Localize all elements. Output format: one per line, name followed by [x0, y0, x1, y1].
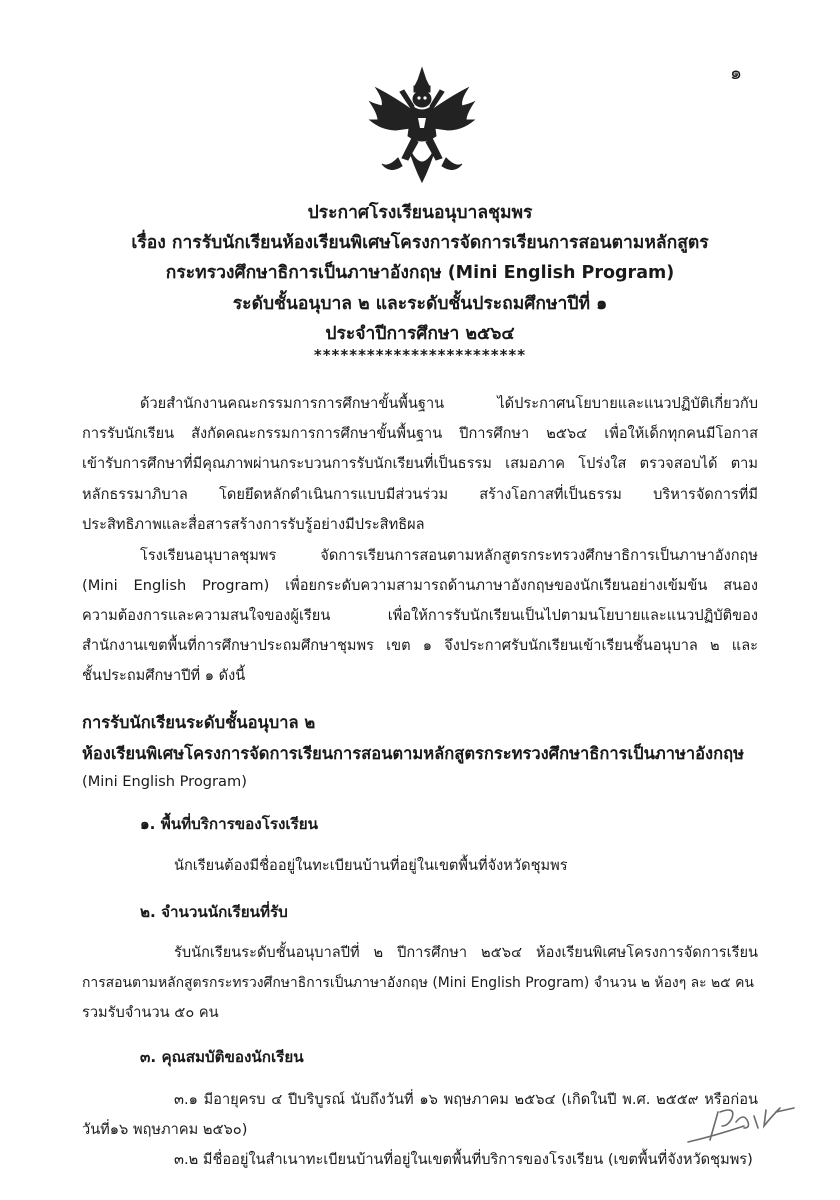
intro-p1-line2: การรับนักเรียน สังกัดคณะกรรมการการศึกษาขั้นพื้นฐาน ปีการศึกษา ๒๕๖๔ เพื่อให้เด็กทุกคนมีโอกาส [82, 425, 758, 442]
item3-heading: ๓. คุณสมบัติของนักเรียน [140, 1048, 304, 1066]
page-number: ๑ [729, 62, 742, 84]
section-subtitle-2: (Mini English Program) [82, 773, 247, 790]
intro-p1-line3: เข้ารับการศึกษาที่มีคุณภาพผ่านกระบวนการรับนักเรียนที่เป็นธรรม เสมอภาค โปร่งใส ตรวจสอบได้ ตาม [82, 455, 758, 472]
section-subtitle: ห้องเรียนพิเศษโครงการจัดการเรียนการสอนตามหลักสูตรกระทรวงศึกษาธิการเป็นภาษาอังกฤษ [82, 744, 744, 763]
item1-text: นักเรียนต้องมีชื่ออยู่ในทะเบียนบ้านที่อยู่ในเขตพื้นที่จังหวัดชุมพร [174, 857, 568, 874]
intro-p1-line5: ประสิทธิภาพและสื่อสารสร้างการรับรู้อย่างมีประสิทธิผล [82, 516, 425, 533]
garuda-emblem-icon [368, 66, 476, 184]
subject-line-2: กระทรวงศึกษาธิการเป็นภาษาอังกฤษ (Mini English Program) [165, 263, 675, 283]
intro-p2-line4: สำนักงานเขตพื้นที่การศึกษาประถมศึกษาชุมพร เขต ๑ จึงประกาศรับนักเรียนเข้าเรียนชั้นอนุบาล ๒ และ [82, 637, 758, 654]
signature-initials [684, 1082, 804, 1148]
announcement-title: ประกาศโรงเรียนอนุบาลชุมพร [307, 203, 533, 223]
intro-p2-line5: ชั้นประถมศึกษาปีที่ ๑ ดังนี้ [82, 667, 246, 684]
item3-line2: วันที่๑๖ พฤษภาคม ๒๕๖๐) [82, 1121, 248, 1138]
item3-line3: ๓.๒ มีชื่ออยู่ในสำเนาทะเบียนบ้านที่อยู่ในเขตพื้นที่บริการของโรงเรียน (เขตพื้นที่จังหวัดชุมพร) [174, 1151, 753, 1168]
intro-p2-line1: โรงเรียนอนุบาลชุมพร จัดการเรียนการสอนตามหลักสูตรกระทรวงศึกษาธิการเป็นภาษาอังกฤษ [140, 547, 758, 564]
item2-line3: รวมรับจำนวน ๕๐ คน [82, 1004, 219, 1021]
subject-line: เรื่อง การรับนักเรียนห้องเรียนพิเศษโครงการจัดการเรียนการสอนตามหลักสูตร [131, 233, 709, 253]
item2-heading: ๒. จำนวนนักเรียนที่รับ [140, 903, 288, 921]
item1-heading: ๑. พื้นที่บริการของโรงเรียน [140, 815, 319, 833]
header-divider: ************************ [313, 346, 527, 364]
item3-line1: ๓.๑ มีอายุครบ ๔ ปีบริบูรณ์ นับถึงวันที่ ๑๖ พฤษภาคม ๒๕๖๔ (เกิดในปี พ.ศ. ๒๕๕๙ หรือก่อน [174, 1091, 758, 1108]
academic-year-line: ประจำปีการศึกษา ๒๕๖๔ [325, 324, 515, 344]
section-title: การรับนักเรียนระดับชั้นอนุบาล ๒ [82, 713, 316, 732]
subject-line-3: ระดับชั้นอนุบาล ๒ และระดับชั้นประถมศึกษาปีที่ ๑ [232, 294, 608, 314]
intro-p1-line1: ด้วยสำนักงานคณะกรรมการการศึกษาขั้นพื้นฐาน ได้ประกาศนโยบายและแนวปฏิบัติเกี่ยวกับ [140, 395, 758, 412]
intro-p2-line2: (Mini English Program) เพื่อยกระดับความสามารถด้านภาษาอังกฤษของนักเรียนอย่างเข้มข้น สนอง [82, 577, 758, 594]
intro-p2-line3: ความต้องการและความสนใจของผู้เรียน เพื่อให้การรับนักเรียนเป็นไปตามนโยบายและแนวปฏิบัติของ [82, 607, 758, 624]
item2-line2: การสอนตามหลักสูตรกระทรวงศึกษาธิการเป็นภาษาอังกฤษ (Mini English Program) จำนวน ๒ ห้องๆ ละ ๒๕ คน [82, 975, 754, 991]
item2-line1: รับนักเรียนระดับชั้นอนุบาลปีที่ ๒ ปีการศึกษา ๒๕๖๔ ห้องเรียนพิเศษโครงการจัดการเรียน [174, 944, 758, 961]
intro-p1-line4: หลักธรรมาภิบาล โดยยึดหลักดำเนินการแบบมีส่วนร่วม สร้างโอกาสที่เป็นธรรม บริหารจัดการที่มี [82, 486, 758, 503]
